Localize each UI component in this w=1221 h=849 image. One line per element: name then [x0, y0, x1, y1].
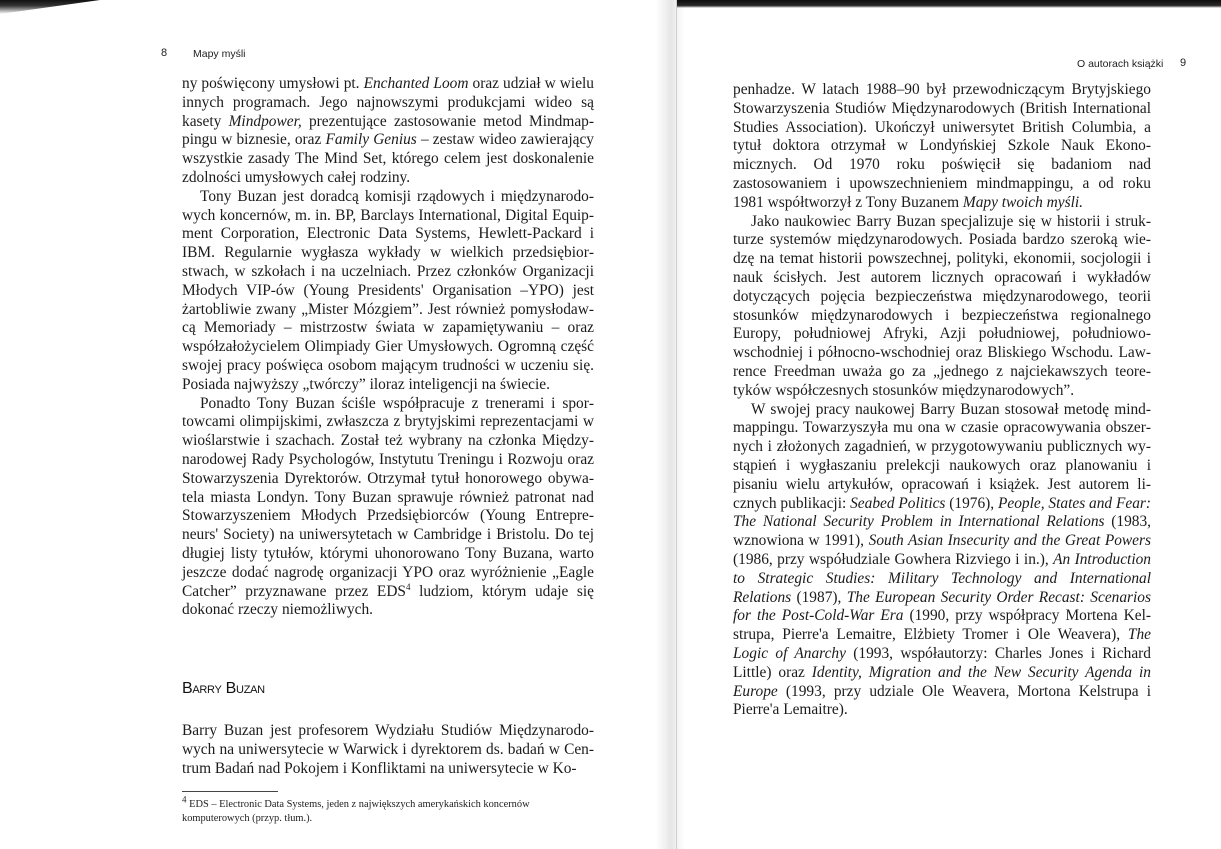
paragraph — [182, 75, 594, 188]
paragraph — [182, 722, 594, 778]
text-run: ludziom, którym udaje się dokonać rzeczy niemożliwych. — [182, 582, 594, 619]
text-run: Barry Buzan jest profesorem Wydziału Studiów Międzynarodowych na uniwersytecie w Warwick i dyrektorem ds. badań w Centrum Badań nad Pokojem i Konfliktami na uniwersytecie w Ko- — [182, 722, 594, 777]
italic-title: Identity, Migration and the New Security Agenda in Europe — [733, 663, 1151, 700]
right-page-number: 9 — [1180, 57, 1187, 69]
italic-title: An Introduction to Strategic Studies: Military Technology and International Relations — [733, 550, 1151, 606]
text-run: ny poświęcony umysłowi pt. — [182, 75, 364, 92]
text-run: prezentujące zastosowanie metod Mindmappingu w biznesie, oraz — [182, 112, 595, 149]
paragraph — [182, 188, 594, 395]
gutter-line — [668, 20, 669, 849]
text-run: Jako naukowiec Barry Buzan specjalizuje się w historii i strukturze systemów międzynarodowych. Posiada bardzo szeroką wiedzę na temat historii powszechnej, polityki, ekonomii, socjologii i nauk ścisłych. Jest autorem licznych opracowań i wykładów dotyczących pojęcia bezpieczeństwa międzynarodowego, teorii stosunków międzynarodowych i bezpieczeństwa regionalnego Europy, południowej Afryki, Azji południowej, południowo-wschodniej i północno-wschodniej oraz Bliskiego Wschodu. Lawrence Freedman uważa go za „jednego z najciekawszych teoretyków współczesnych stosunków międzynarodowych”. — [733, 212, 1151, 399]
footnote-marker: 4 — [182, 794, 187, 805]
text-run: Tony Buzan jest doradcą komisji rządowych i międzynarodowych koncernów, m. in. BP, Barclays International, Digital Equipment Corporation, Electronic Data Systems, Hewlett-Packard i IBM. Regularnie wygłasza wykłady w wielkich przedsiębiorstwach, w szkołach i na uczelniach. Przez członków Organizacji Młodych VIP-ów (Young Presidents' Organisation –YPO) jest żartobliwie zwany „Mister Mózgiem”. Jest również pomysłodawcą Memoriady – mistrzostw świata w zapamiętywaniu – oraz współzałożycielem Olimpiady Gier Umysłowych. Ogromną część swojej pracy poświęca osobom mającym trudności w uczeniu się. Posiada najwyższy „twórczy” iloraz inteligencji na świecie. — [182, 187, 594, 393]
italic-title: Family Genius — [325, 131, 417, 149]
text-run: (1976), — [945, 494, 998, 512]
text-run: (1986, przy współudziale Gowhera Rizviego i in.), — [733, 550, 1054, 568]
left-body-text — [182, 75, 594, 620]
paragraph — [733, 81, 1151, 213]
left-section-text — [182, 722, 594, 778]
right-body-text — [733, 81, 1151, 720]
footnote — [182, 794, 594, 826]
text-run: (1983, wznowiona w 1991), — [733, 513, 1151, 550]
left-running-head: Mapy myśli — [193, 48, 246, 60]
footnote-text: EDS – Electronic Data Systems, jeden z największych amerykańskich koncernów komputerowych (przyp. tłum.). — [182, 799, 530, 824]
italic-title: South Asian Insecurity and the Great Powers — [868, 532, 1151, 550]
paragraph — [733, 401, 1151, 721]
text-run: penhadze. W latach 1988–90 był przewodniczącym Brytyjskiego Stowarzyszenia Studiów Międzynarodowych (British International Studies Association). Ukończył uniwersytet British Columbia, a tytuł doktora otrzymał w Londyńskiej Szkole Nauk Ekonomicznych. Od 1970 roku poświęcił się badaniom nad zastosowaniem i upowszechnieniem mindmappingu, a od roku 1981 współtworzył z Tony Buzanem — [733, 81, 1151, 211]
right-page — [680, 0, 1221, 849]
text-run: oraz udział w wielu innych programach. Jego najnowszymi produkcjami wideo są kasety — [182, 75, 594, 130]
section-heading-barry-buzan: Barry Buzan — [182, 680, 265, 697]
italic-title: Enchanted Loom — [363, 75, 469, 92]
text-run: (1993, przy udziale Ole Weavera, Mortona Kelstrupa i Pierre'a Lemaitre). — [733, 682, 1151, 719]
italic-title: People, States and Fear: The National Security Problem in International Relations — [733, 494, 1152, 531]
italic-title: Seabed Politics — [850, 494, 946, 512]
text-run: (1990, przy współpracy Mortena Kelstrupa, Pierre'a Lemaitre, Elżbiety Tromer i Ole Weavera), — [733, 607, 1151, 644]
paragraph — [733, 213, 1151, 401]
text-run: Ponadto Tony Buzan ściśle współpracuje z trenerami i sportowcami olimpijskimi, zwłaszcza z brytyjskimi reprezentacjami w wioślarstwie i szachach. Został też wybrany na członka Międzynarodowej Rady Psychologów, Instytutu Treningu i Rozwoju oraz Stowarzyszenia Dyrektorów. Otrzymał tytuł honorowego obywatela miasta Londyn. Tony Buzan sprawuje również patronat nad Stowarzyszeniem Młodych Przedsiębiorców (Young Entrepreneurs' Society) na uniwersytetach w Cambridge i Bristolu. Do tej długiej listy tytułów, którymi uhonorowano Tony Buzana, warto jeszcze dodać nagrodę organizacji YPO oraz wyróżnienie „Eagle Catcher” przyznawane przez EDS — [182, 394, 594, 600]
italic-title: The Logic of Anarchy — [733, 626, 1151, 662]
text-run: – zestaw wideo zawierający wszystkie zasady The Mind Set, którego celem jest doskonalenie zdolności umysłowych całej rodziny. — [182, 131, 595, 186]
text-run: (1993, współautorzy: Charles Jones i Richard Little) oraz — [733, 644, 1151, 681]
right-running-head: O autorach książki — [1077, 58, 1164, 70]
italic-title: The European Security Order Recast: Scenarios for the Post-Cold-War Era — [733, 588, 1151, 625]
text-run: (1987), — [791, 588, 847, 606]
footnote-rule — [182, 791, 278, 792]
text-run: W swojej pracy naukowej Barry Buzan stosował metodę mindmappingu. Towarzyszyła mu ona w czasie opracowywania obszernych i złożonych zagadnień, w przygotowywaniu publicznych wystąpień i wygłaszaniu prelekcji naukowych oraz planowaniu i pisaniu wielu artykułów, opracowań i książek. Jest autorem licznych publikacji: — [733, 400, 1151, 512]
italic-title: Mindpower, — [228, 112, 302, 130]
italic-title: Mapy twoich myśli. — [962, 193, 1084, 211]
gutter-fold — [676, 0, 677, 849]
footnote-reference: 4 — [406, 581, 411, 592]
paragraph — [182, 395, 594, 621]
left-page-number: 8 — [161, 47, 168, 59]
